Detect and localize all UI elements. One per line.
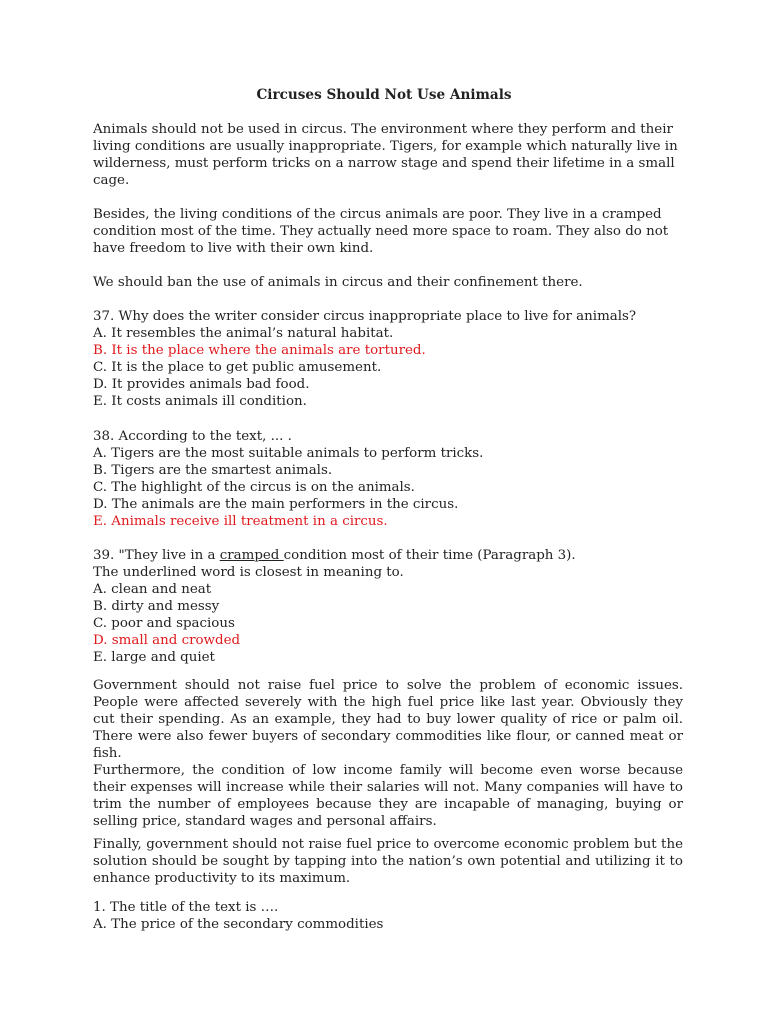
question-38-option-b: B. Tigers are the smartest animals. bbox=[93, 463, 333, 478]
question-39-option-e: E. large and quiet bbox=[93, 650, 215, 665]
question-37-option-b: B. It is the place where the animals are tortured. bbox=[93, 343, 426, 358]
passage1 bbox=[93, 121, 683, 189]
question-37-option-c: C. It is the place to get public amusement. bbox=[93, 360, 382, 375]
question-37-option-a: A. It resembles the animal’s natural habitat. bbox=[93, 326, 394, 341]
passage2 bbox=[93, 762, 683, 830]
question-1-option-a: A. The price of the secondary commodities bbox=[93, 917, 384, 932]
question-39-text-line2: The underlined word is closest in meaning to. bbox=[93, 565, 404, 580]
question-39-text bbox=[93, 547, 683, 564]
question-38 bbox=[93, 428, 683, 530]
question-37-option-e: E. It costs animals ill condition. bbox=[93, 394, 307, 409]
question-38-option-e: E. Animals receive ill treatment in a circus. bbox=[93, 514, 388, 529]
question-38-text: 38. According to the text, ... . bbox=[93, 429, 292, 444]
question-39-option-d: D. small and crowded bbox=[93, 633, 241, 648]
question-1-text: 1. The title of the text is …. bbox=[93, 900, 279, 915]
passage2 bbox=[93, 836, 683, 887]
question-39-underlined-word: cramped bbox=[219, 548, 284, 563]
question-39-option-b: B. dirty and messy bbox=[93, 599, 220, 614]
question-39-prefix: 39. "They live in a bbox=[93, 548, 220, 563]
question-37 bbox=[93, 308, 683, 410]
question-38-option-d: D. The animals are the main performers in the circus. bbox=[93, 497, 459, 512]
question-39-suffix: condition most of their time (Paragraph 3). bbox=[283, 548, 576, 563]
question-38-option-c: C. The highlight of the circus is on the animals. bbox=[93, 480, 415, 495]
passage1-paragraph-3: We should ban the use of animals in circus and their confinement there. bbox=[93, 275, 583, 290]
document-title: Circuses Should Not Use Animals bbox=[256, 87, 512, 103]
question-1 bbox=[93, 899, 683, 933]
passage2-paragraph-2: Furthermore, the condition of low income family will become even worse because their expenses will increase while their salaries will not. Many companies will have to trim the number of employees because they are incapable of managing, buying or selling price, standard wages and personal affairs. bbox=[93, 763, 683, 829]
passage1-paragraph-1: Animals should not be used in circus. The environment where they perform and their living conditions are usually inappropriate. Tigers, for example which naturally live in wilderness, must perform tricks on a narrow stage and spend their lifetime in a small cage. bbox=[93, 122, 678, 188]
question-39-option-c: C. poor and spacious bbox=[93, 616, 235, 631]
question-39 bbox=[93, 547, 683, 666]
passage2-paragraph-3: Finally, government should not raise fuel price to overcome economic problem but the solution should be sought by tapping into the nation’s own potential and utilizing it to enhance productivity to its maximum. bbox=[93, 837, 683, 886]
question-37-text: 37. Why does the writer consider circus inappropriate place to live for animals? bbox=[93, 309, 637, 324]
passage1 bbox=[93, 274, 683, 291]
question-38-option-a: A. Tigers are the most suitable animals to perform tricks. bbox=[93, 446, 484, 461]
passage1-paragraph-2: Besides, the living conditions of the circus animals are poor. They live in a cramped condition most of the time. They actually need more space to roam. They also do not have freedom to live with their own kind. bbox=[93, 207, 669, 256]
passage2 bbox=[93, 677, 683, 762]
question-39-option-a: A. clean and neat bbox=[93, 582, 212, 597]
passage1 bbox=[93, 206, 683, 257]
passage2-paragraph-1: Government should not raise fuel price to solve the problem of economic issues. People were affected severely with the high fuel price like last year. Obviously they cut their spending. As an example, they had to buy lower quality of rice or palm oil. There were also fewer buyers of secondary commodities like flour, or canned meat or fish. bbox=[93, 678, 683, 761]
question-37-option-d: D. It provides animals bad food. bbox=[93, 377, 310, 392]
